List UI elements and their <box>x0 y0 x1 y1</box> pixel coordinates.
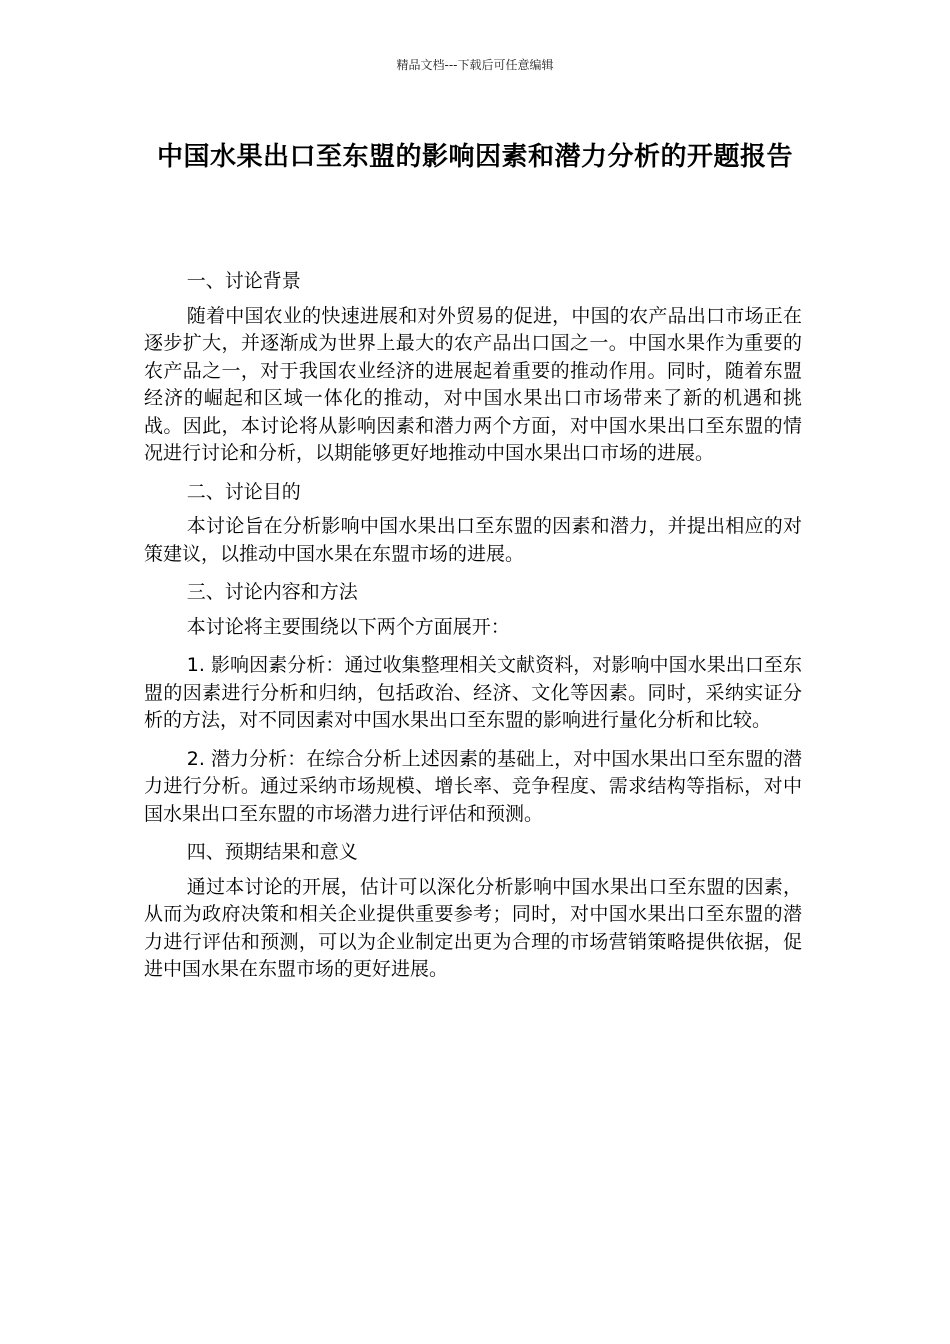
running-header: 精品文档---下载后可任意编辑 <box>396 58 554 72</box>
paragraph-potential-analysis: 2. 潜力分析：在综合分析上述因素的基础上，对中国水果出口至东盟的潜力进行分析。通过采纳市场规模、增长率、竞争程度、需求结构等指标，对中国水果出口至东盟的市场潜力进行评估和预测。 <box>144 747 802 825</box>
paragraph-background: 随着中国农业的快速进展和对外贸易的促进，中国的农产品出口市场正在逐步扩大，并逐渐成为世界上最大的农产品出口国之一。中国水果作为重要的农产品之一，对于我国农业经济的进展起着重要的推动作用。同时，随着东盟经济的崛起和区域一体化的推动，对中国水果出口市场带来了新的机遇和挑战。因此，本讨论将从影响因素和潜力两个方面，对中国水果出口至东盟的情况进行讨论和分析，以期能够更好地推动中国水果出口市场的进展。 <box>144 304 802 464</box>
paragraph-factor-analysis: 1. 影响因素分析：通过收集整理相关文献资料，对影响中国水果出口至东盟的因素进行分析和归纳，包括政治、经济、文化等因素。同时，采纳实证分析的方法，对不同因素对中国水果出口至东盟的影响进行量化分析和比较。 <box>144 654 802 731</box>
paragraph-purpose: 本讨论旨在分析影响中国水果出口至东盟的因素和潜力，并提出相应的对策建议，以推动中国水果在东盟市场的进展。 <box>144 515 802 565</box>
paragraph-content-intro: 本讨论将主要围绕以下两个方面展开： <box>186 615 510 638</box>
section-heading-purpose: 二、讨论目的 <box>186 480 301 503</box>
section-heading-background: 一、讨论背景 <box>186 270 301 292</box>
document-title: 中国水果出口至东盟的影响因素和潜力分析的开题报告 <box>156 142 793 172</box>
section-heading-content-methods: 三、讨论内容和方法 <box>186 581 358 603</box>
paragraph-expected-results: 通过本讨论的开展，估计可以深化分析影响中国水果出口至东盟的因素，从而为政府决策和相关企业提供重要参考；同时，对中国水果出口至东盟的潜力进行评估和预测，可以为企业制定出更为合理的市场营销策略提供依据，促进中国水果在东盟市场的更好进展。 <box>144 875 802 980</box>
section-heading-expected-results: 四、预期结果和意义 <box>186 841 358 863</box>
document-body <box>144 268 802 995</box>
